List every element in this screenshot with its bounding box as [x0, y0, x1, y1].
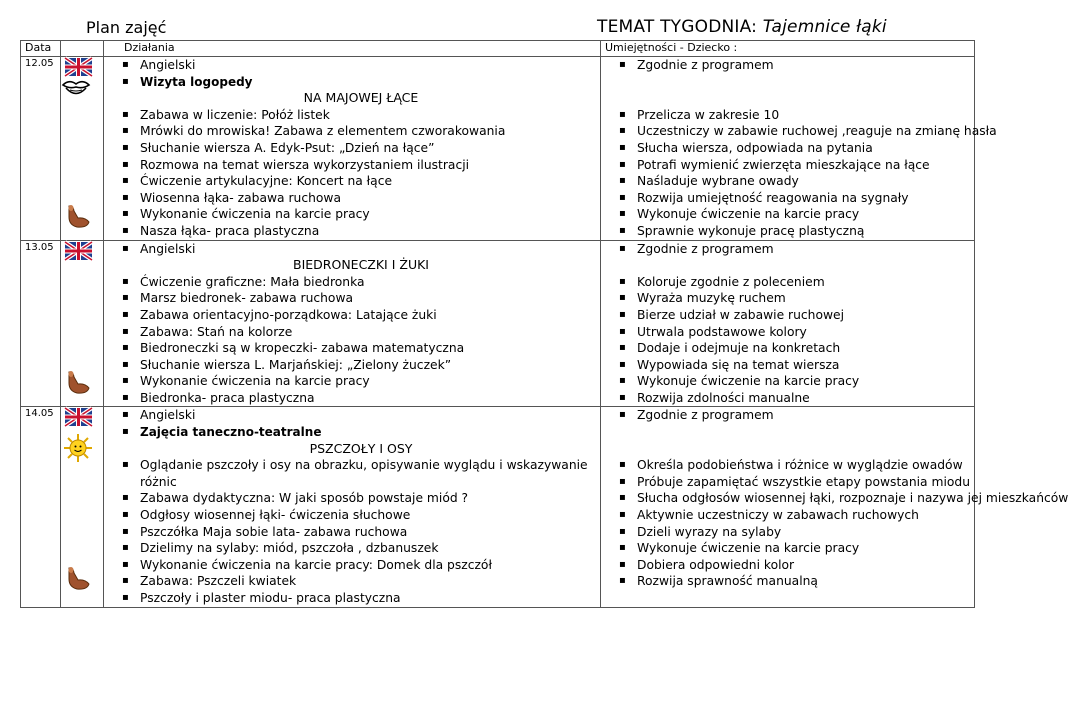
skills-list	[601, 57, 997, 240]
list-item: ▪ Wyraża muzykę ruchem	[619, 290, 974, 307]
hand-icon	[65, 369, 91, 395]
list-item: ▪ Zabawa: Stań na kolorze	[122, 324, 600, 341]
list-item: ▪ Mrówki do mrowiska! Zabawa z elementem czworakowania	[122, 123, 600, 140]
list-item: ▪ Przelicza w zakresie 10	[619, 107, 974, 124]
hand-icon	[65, 203, 91, 229]
uk-flag-icon	[65, 242, 92, 260]
list-item: ▪ Rozmowa na temat wiersza wykorzystaniem ilustracji	[122, 157, 600, 174]
table-row	[21, 240, 975, 407]
sun-icon	[63, 433, 93, 463]
list-item: ▪ Słucha odgłosów wiosennej łąki, rozpoznaje i nazywa jej mieszkańców	[619, 490, 974, 507]
list-item: ▪ Określa podobieństwa i różnice w wyglądzie owadów	[619, 457, 974, 474]
list-item: ▪ Angielski	[122, 407, 600, 424]
header-row	[21, 41, 975, 57]
list-item: ▪ Pszczoły i plaster miodu- praca plastyczna	[122, 590, 600, 607]
col-icon	[61, 41, 104, 57]
list-item: ▪ Słuchanie wiersza L. Marjańskiej: „Zielony żuczek”	[122, 357, 600, 374]
list-item: ▪ Rozwija sprawność manualną	[619, 573, 974, 590]
list-item: ▪ Marsz biedronek- zabawa ruchowa	[122, 290, 600, 307]
activities-list	[104, 407, 600, 606]
activities-list	[104, 241, 600, 407]
list-item: ▪ Ćwiczenie artykulacyjne: Koncert na łące	[122, 173, 600, 190]
table-row	[21, 57, 975, 241]
activities-list	[104, 57, 600, 240]
activities-cell	[104, 240, 601, 407]
col-date: Data	[21, 41, 61, 57]
skills-list	[601, 407, 1068, 590]
list-item: ▪ Odgłosy wiosennej łąki- ćwiczenia słuchowe	[122, 507, 600, 524]
list-item: ▪ Wykonuje ćwiczenie na karcie pracy	[619, 206, 974, 223]
skills-cell	[601, 407, 1068, 607]
list-item: ▪ Zabawa w liczenie: Połóż listek	[122, 107, 600, 124]
list-item: ▪ Dobiera odpowiedni kolor	[619, 557, 974, 574]
list-item: ▪ Oglądanie pszczoły i osy na obrazku, opisywanie wyglądu i wskazywanie różnic	[122, 457, 600, 490]
list-item: ▪ Wypowiada się na temat wiersza	[619, 357, 974, 374]
skills-list	[601, 241, 974, 407]
list-item: ▪ Dzieli wyrazy na sylaby	[619, 524, 974, 541]
section-heading: PSZCZOŁY I OSY	[309, 440, 413, 456]
list-item: ▪ Naśladuje wybrane owady	[619, 173, 974, 190]
col-skills: Umiejętności - Dziecko :	[601, 41, 975, 57]
list-item: ▪ Wykonanie ćwiczenia na karcie pracy	[122, 206, 600, 223]
list-item: ▪ Biedronka- praca plastyczna	[122, 390, 600, 407]
list-item: ▪ Ćwiczenie graficzne: Mała biedronka	[122, 274, 600, 291]
list-item: ▪ Nasza łąka- praca plastyczna	[122, 223, 600, 240]
list-item: ▪ Zabawa: Pszczeli kwiatek	[122, 573, 600, 590]
list-item: ▪ Zabawa dydaktyczna: W jaki sposób powstaje miód ?	[122, 490, 600, 507]
list-item: ▪ Aktywnie uczestniczy w zabawach ruchowych	[619, 507, 974, 524]
list-item: ▪ Zabawa orientacyjno-porządkowa: Latające żuki	[122, 307, 600, 324]
plan-table	[20, 40, 1068, 608]
list-item: ▪ Wizyta logopedy	[122, 74, 600, 91]
list-item: ▪ Rozwija umiejętność reagowania na sygnały	[619, 190, 974, 207]
hand-icon	[65, 565, 91, 591]
theme-title: Tajemnice łąki	[762, 17, 887, 37]
list-item: ▪ Wykonuje ćwiczenie na karcie pracy	[619, 373, 974, 390]
skills-cell	[601, 240, 975, 407]
list-item: ▪ Zgodnie z programem	[619, 241, 974, 258]
table-row	[21, 407, 975, 607]
list-item: ▪ Angielski	[122, 57, 600, 74]
plan-title: Plan zajęć	[86, 18, 167, 37]
list-item: ▪ Biedroneczki są w kropeczki- zabawa matematyczna	[122, 340, 600, 357]
week-theme	[597, 17, 887, 37]
section-heading: NA MAJOWEJ ŁĄCE	[303, 90, 419, 106]
list-item: ▪ Zgodnie z programem	[619, 407, 974, 424]
date-cell: 12.05	[21, 57, 61, 241]
list-item: ▪ Potrafi wymienić zwierzęta mieszkające na łące	[619, 157, 974, 174]
lips-icon	[61, 77, 91, 101]
uk-flag-icon	[65, 58, 92, 76]
list-item: ▪ Bierze udział w zabawie ruchowej	[619, 307, 974, 324]
list-item: ▪ Słucha wiersza, odpowiada na pytania	[619, 140, 974, 157]
icon-cell	[61, 407, 104, 607]
list-item: ▪ Wykonuje ćwiczenie na karcie pracy	[619, 540, 974, 557]
date-cell: 13.05	[21, 240, 61, 407]
list-item: ▪ Wykonanie ćwiczenia na karcie pracy	[122, 373, 600, 390]
list-item: ▪ Wykonanie ćwiczenia na karcie pracy: Domek dla pszczół	[122, 557, 600, 574]
list-item: ▪ Próbuje zapamiętać wszystkie etapy powstania miodu	[619, 474, 974, 491]
list-item: ▪ Utrwala podstawowe kolory	[619, 324, 974, 341]
list-item: ▪ Słuchanie wiersza A. Edyk-Psut: „Dzień na łące”	[122, 140, 600, 157]
section-heading: BIEDRONECZKI I ŻUKI	[293, 257, 429, 273]
list-item: ▪ Sprawnie wykonuje pracę plastyczną	[619, 223, 974, 240]
icon-cell	[61, 57, 104, 241]
theme-prefix: TEMAT TYGODNIA:	[597, 17, 758, 37]
list-item: ▪ Dodaje i odejmuje na konkretach	[619, 340, 974, 357]
uk-flag-icon	[65, 408, 92, 426]
list-item: ▪ Koloruje zgodnie z poleceniem	[619, 274, 974, 291]
date-cell: 14.05	[21, 407, 61, 607]
activities-cell	[104, 407, 601, 607]
list-item: ▪ Pszczółka Maja sobie lata- zabawa ruchowa	[122, 524, 600, 541]
list-item: ▪ Wiosenna łąka- zabawa ruchowa	[122, 190, 600, 207]
list-item: ▪ Angielski	[122, 241, 600, 258]
icon-cell	[61, 240, 104, 407]
activities-cell	[104, 57, 601, 241]
list-item: ▪ Zajęcia taneczno-teatralne	[122, 424, 600, 441]
list-item: ▪ Zgodnie z programem	[619, 57, 974, 74]
list-item: ▪ Dzielimy na sylaby: miód, pszczoła , dzbanuszek	[122, 540, 600, 557]
col-activities: Działania	[104, 41, 601, 57]
list-item: ▪ Rozwija zdolności manualne	[619, 390, 974, 407]
skills-cell	[601, 57, 997, 241]
list-item: ▪ Uczestniczy w zabawie ruchowej ,reaguje na zmianę hasła	[619, 123, 974, 140]
